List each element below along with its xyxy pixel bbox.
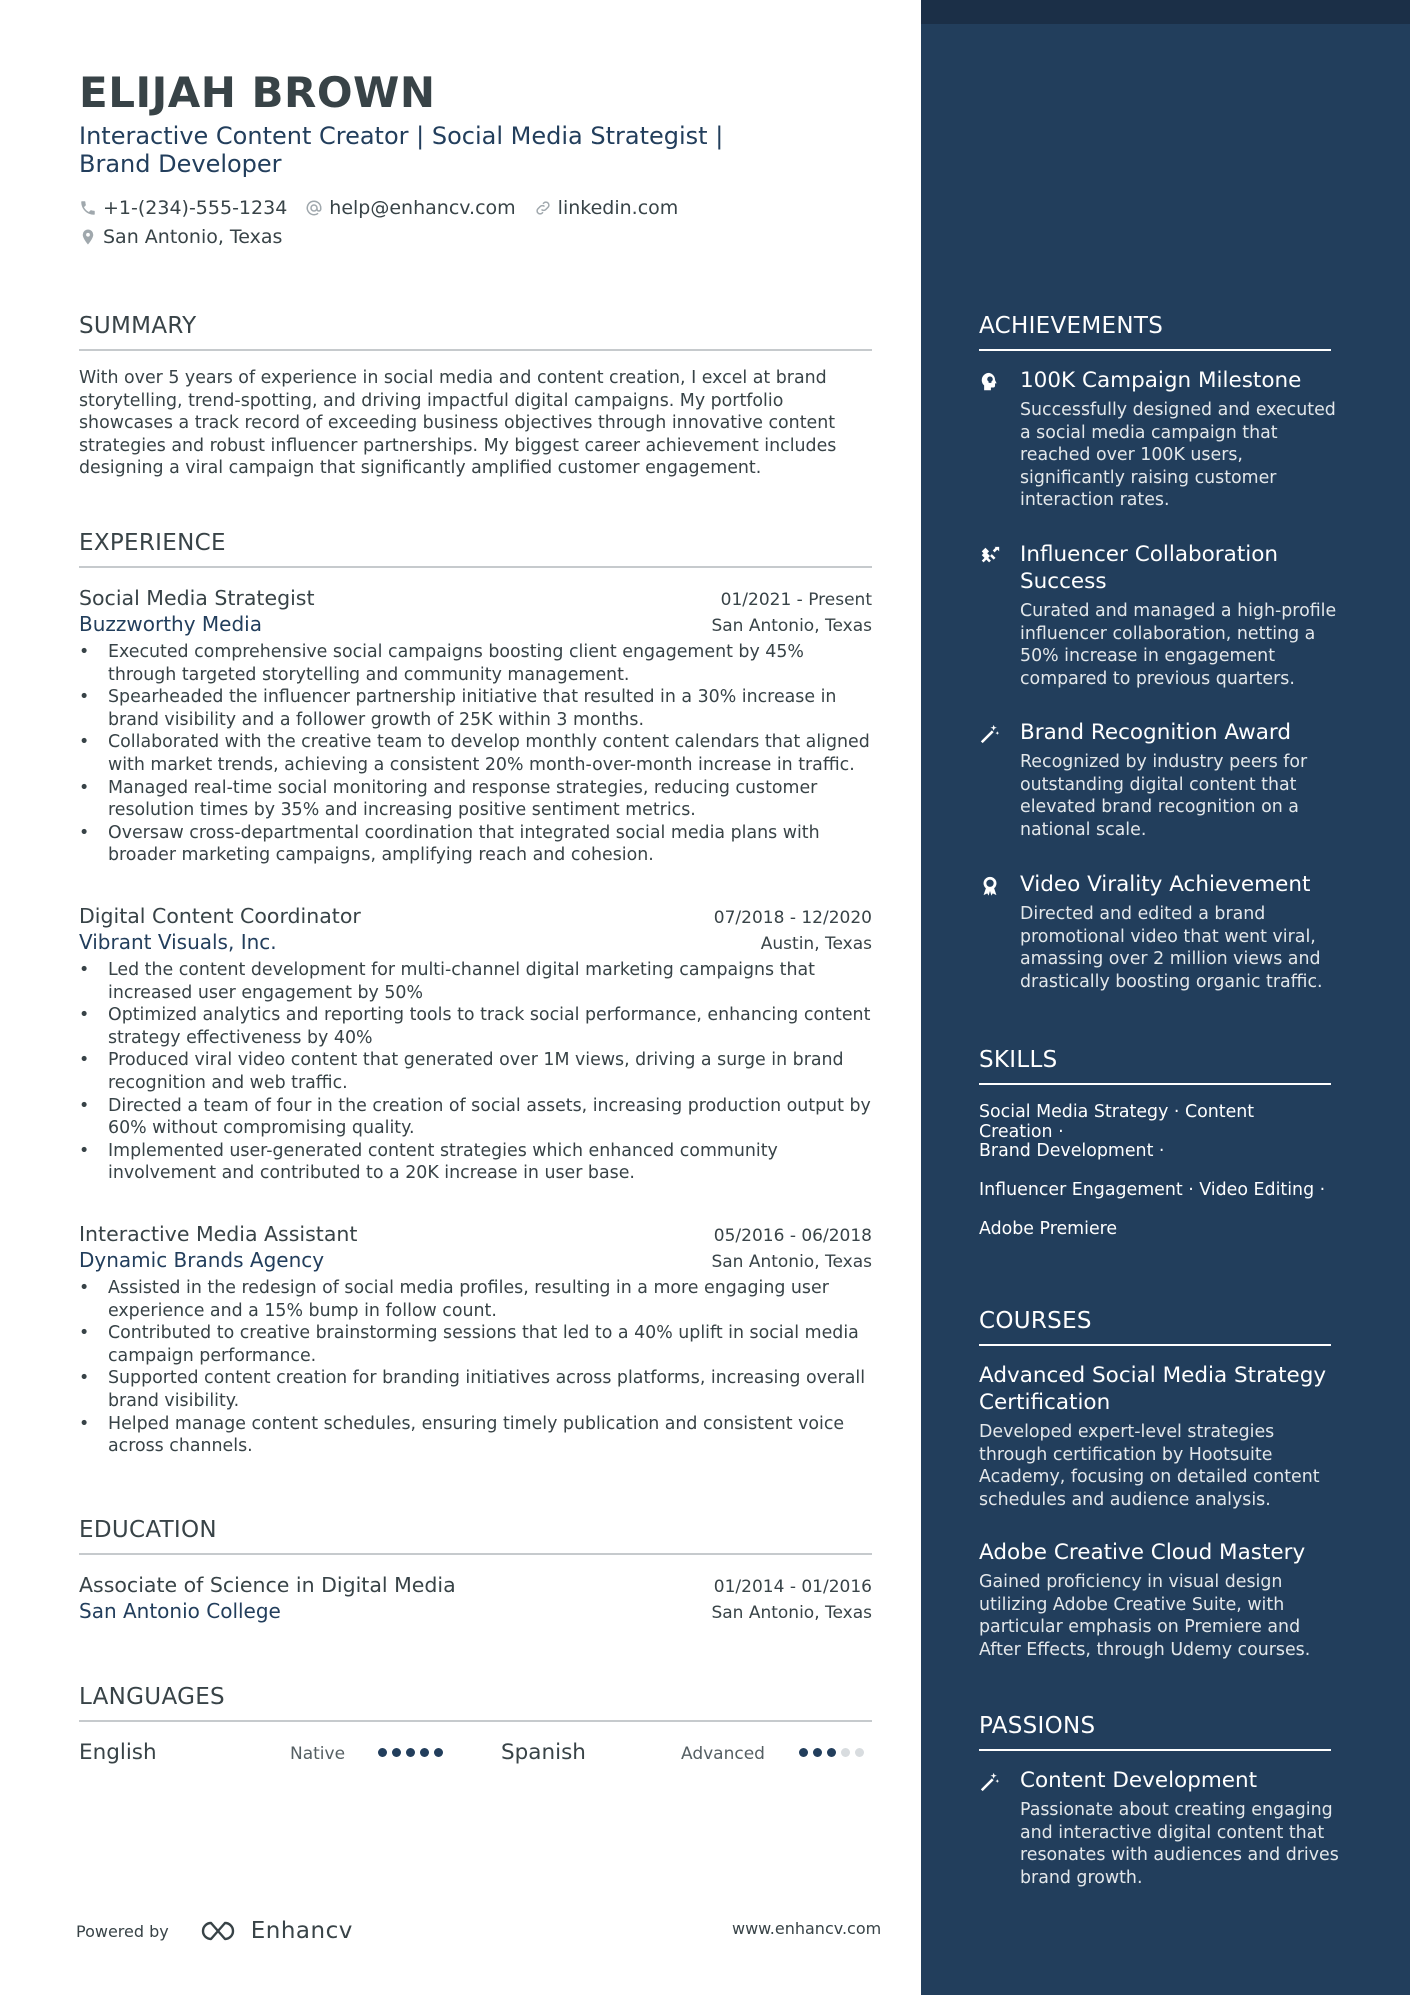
course-title: Advanced Social Media Strategy Certification — [979, 1363, 1327, 1415]
proficiency-dot — [392, 1748, 401, 1757]
experience-heading: EXPERIENCE — [79, 530, 872, 568]
achievement-item — [979, 871, 1339, 993]
achievement-description: Recognized by industry peers for outstanding digital content that elevated brand recognition on a national scale. — [1020, 752, 1308, 840]
course-item — [979, 1362, 1331, 1511]
proficiency-dot — [434, 1748, 443, 1757]
proficiency-dot — [827, 1748, 836, 1757]
languages-row — [79, 1739, 872, 1769]
skill-line: Social Media Strategy · Content Creation · — [979, 1102, 1255, 1142]
linkedin-link[interactable]: linkedin.com — [557, 197, 679, 219]
job-bullet: • Helped manage content schedules, ensuring timely publication and consistent voice across channels. — [108, 1413, 872, 1458]
language-proficiency-dots — [378, 1748, 448, 1757]
candidate-name: ELIJAH BROWN — [79, 68, 436, 117]
languages-heading: LANGUAGES — [79, 1684, 872, 1722]
proficiency-dot — [420, 1748, 429, 1757]
achievement-item — [979, 541, 1339, 690]
passion-title: Content Development — [1020, 1768, 1258, 1793]
job-bullet: • Assisted in the redesign of social media profiles, resulting in a more engaging user experience and a 15% bump in follow count. — [108, 1277, 872, 1322]
job-bullet: • Executed comprehensive social campaigns boosting client engagement by 45% through targeted storytelling and community management. — [108, 641, 872, 686]
language-level: Advanced — [681, 1744, 765, 1764]
link-icon — [534, 199, 552, 217]
location-text: San Antonio, Texas — [103, 226, 283, 248]
job-location: Austin, Texas — [760, 934, 872, 954]
phone-icon — [79, 199, 97, 217]
job-bullet: • Contributed to creative brainstorming sessions that led to a 40% uplift in social media campaign performance. — [108, 1322, 872, 1367]
school-name: San Antonio College — [79, 1599, 281, 1623]
footer-branding — [76, 1918, 353, 1944]
sidebar-top-bar — [921, 0, 1410, 24]
achievement-description: Directed and edited a brand promotional video that went viral, amassing over 2 million views and drastically boosting organic traffic. — [1020, 904, 1323, 992]
location-contact — [79, 226, 282, 248]
job-title: Social Media Strategist — [79, 586, 315, 610]
language-name: English — [79, 1740, 157, 1765]
enhancv-logo-text: Enhancv — [250, 1918, 353, 1944]
job-bullet: • Directed a team of four in the creation of social assets, increasing production output by 60% without compromising quality. — [108, 1095, 872, 1140]
job-entry — [79, 903, 872, 1185]
job-location: San Antonio, Texas — [711, 1252, 872, 1272]
job-bullet: • Produced viral video content that generated over 1M views, driving a surge in brand recognition and web traffic. — [108, 1049, 872, 1094]
magic-wand-icon — [979, 723, 1001, 745]
job-date: 05/2016 - 06/2018 — [713, 1226, 872, 1246]
job-title: Digital Content Coordinator — [79, 904, 361, 928]
achievement-title: Influencer Collaboration Success — [1020, 542, 1278, 594]
job-company: Buzzworthy Media — [79, 612, 262, 636]
achievement-description: Successfully designed and executed a social media campaign that reached over 100K users, significantly raising customer interaction rates. — [1020, 400, 1336, 511]
education-heading: EDUCATION — [79, 1517, 872, 1555]
location-pin-icon — [79, 228, 97, 246]
job-bullet: • Oversaw cross-departmental coordination that integrated social media plans with broader marketing campaigns, amplifying reach and cohesion. — [108, 822, 872, 867]
course-description: Gained proficiency in visual design utilizing Adobe Creative Suite, with particular emphasis on Premiere and After Effects, through Udemy courses. — [979, 1572, 1311, 1660]
job-bullet: • Led the content development for multi-channel digital marketing campaigns that increased user engagement by 50% — [108, 959, 872, 1004]
education-location: San Antonio, Texas — [711, 1603, 872, 1623]
job-date: 07/2018 - 12/2020 — [713, 908, 872, 928]
phone-contact — [79, 197, 287, 219]
passion-description: Passionate about creating engaging and interactive digital content that resonates with audiences and drives brand growth. — [1020, 1800, 1339, 1888]
language-name: Spanish — [501, 1740, 586, 1765]
contact-row-2 — [79, 226, 300, 248]
passions-heading: PASSIONS — [979, 1713, 1331, 1751]
email-contact — [305, 197, 515, 219]
achievements-heading: ACHIEVEMENTS — [979, 313, 1331, 351]
skills-heading: SKILLS — [979, 1047, 1331, 1085]
award-icon — [979, 875, 1001, 897]
proficiency-dot — [855, 1748, 864, 1757]
job-location: San Antonio, Texas — [711, 616, 872, 636]
job-bullet: • Spearheaded the influencer partnership initiative that resulted in a 30% increase in brand visibility and a follower growth of 25K within 3 months. — [108, 686, 872, 731]
handshake-icon — [979, 545, 1001, 567]
language-level: Native — [290, 1744, 346, 1764]
sidebar-background — [921, 0, 1410, 1995]
job-bullet: • Supported content creation for branding initiatives across platforms, increasing overall brand visibility. — [108, 1367, 872, 1412]
link-contact — [534, 197, 679, 219]
language-proficiency-dots — [799, 1748, 869, 1757]
skill-line: Brand Development · — [979, 1141, 1165, 1161]
job-entry — [79, 585, 872, 867]
enhancv-logo[interactable] — [195, 1918, 353, 1944]
achievement-title: Brand Recognition Award — [1020, 720, 1292, 745]
achievement-title: Video Virality Achievement — [1020, 872, 1311, 897]
magic-wand-icon — [979, 1771, 1001, 1793]
education-entry — [79, 1572, 872, 1624]
job-bullets — [79, 641, 872, 867]
job-title: Interactive Media Assistant — [79, 1222, 358, 1246]
passion-item — [979, 1767, 1339, 1889]
achievement-item — [979, 367, 1339, 512]
lightbulb-head-icon — [979, 371, 1001, 393]
job-bullets — [79, 1277, 872, 1458]
proficiency-dot — [799, 1748, 808, 1757]
skill-line: Adobe Premiere — [979, 1219, 1118, 1239]
job-date: 01/2021 - Present — [720, 590, 872, 610]
proficiency-dot — [841, 1748, 850, 1757]
job-bullet: • Optimized analytics and reporting tools to track social performance, enhancing content strategy effectiveness by 40% — [108, 1004, 872, 1049]
job-company: Vibrant Visuals, Inc. — [79, 930, 277, 954]
proficiency-dot — [406, 1748, 415, 1757]
course-description: Developed expert-level strategies through certification by Hootsuite Academy, focusing on detailed content schedules and audience analysis. — [979, 1422, 1320, 1510]
enhancv-logo-icon — [195, 1919, 241, 1943]
proficiency-dot — [813, 1748, 822, 1757]
achievement-description: Curated and managed a high-profile influencer collaboration, netting a 50% increase in engagement compared to previous quarters. — [1020, 601, 1337, 689]
phone-number[interactable]: +1-(234)-555-1234 — [103, 197, 288, 219]
footer-url[interactable]: www.enhancv.com — [732, 1919, 882, 1938]
job-bullet: • Managed real-time social monitoring and response strategies, reducing customer resolution times by 35% and increasing positive sentiment metrics. — [108, 777, 872, 822]
course-title: Adobe Creative Cloud Mastery — [979, 1540, 1306, 1565]
job-bullet: • Collaborated with the creative team to develop monthly content calendars that aligned with market trends, achieving a consistent 20% month-over-month increase in traffic. — [108, 731, 872, 776]
powered-by-label: Powered by — [76, 1921, 169, 1941]
degree-title: Associate of Science in Digital Media — [79, 1573, 456, 1597]
education-date: 01/2014 - 01/2016 — [713, 1577, 872, 1597]
courses-heading: COURSES — [979, 1308, 1331, 1346]
summary-text: With over 5 years of experience in social media and content creation, I excel at brand storytelling, trend-spotting, and driving impactful digital campaigns. My portfolio showcases a track record of exceeding business objectives through innovative content strategies and robust influencer partnerships. My biggest career achievement includes designing a viral campaign that significantly amplified customer engagement. — [79, 368, 837, 479]
job-bullets — [79, 959, 872, 1185]
at-sign-icon — [305, 199, 323, 217]
job-entry — [79, 1221, 872, 1458]
summary-heading: SUMMARY — [79, 313, 872, 351]
proficiency-dot — [378, 1748, 387, 1757]
email-address[interactable]: help@enhancv.com — [329, 197, 516, 219]
job-company: Dynamic Brands Agency — [79, 1248, 325, 1272]
job-bullet: • Implemented user-generated content strategies which enhanced community involvement and contributed to a 20K increase in user base. — [108, 1140, 872, 1185]
course-item — [979, 1539, 1331, 1661]
headline: Interactive Content Creator | Social Media Strategist | Brand Developer — [79, 122, 724, 178]
achievement-title: 100K Campaign Milestone — [1020, 368, 1302, 393]
contact-row-1 — [79, 197, 696, 219]
skill-line: Influencer Engagement · Video Editing · — [979, 1180, 1326, 1200]
achievement-item — [979, 719, 1339, 841]
